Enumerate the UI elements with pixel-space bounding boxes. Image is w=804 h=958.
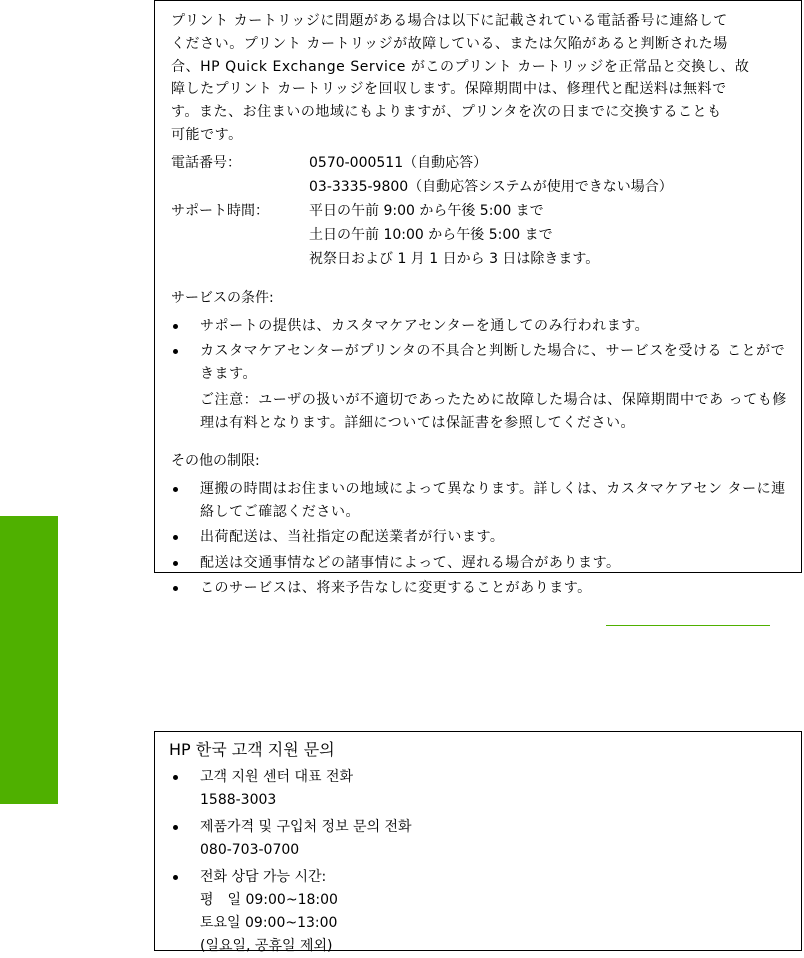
hours-row — [171, 199, 787, 223]
intro-line: 可能です。 — [171, 126, 243, 143]
phone-number-1: 0570-000511（自動応答） — [309, 154, 488, 171]
list-item: 運搬の時間はお住まいの地域によって異なります。詳しくは、カスタマケアセン ターに連絡してご確認ください。 — [171, 478, 787, 523]
hours-weekday: 平日の午前 9:00 から午後 5:00 まで — [309, 202, 544, 219]
phone-number-2: 03-3335-9800（自動応答システムが使用できない場合） — [309, 178, 673, 195]
intro-line: ください。プリント カートリッジが故障している、または欠陥があると判断された場 — [171, 35, 728, 52]
japan-support-box — [154, 0, 802, 597]
hours-weekday: 평 일 09:00~18:00 — [200, 892, 338, 908]
list-item: 配送は交通事情などの諸事情によって、遅れる場合があります。 — [171, 552, 787, 575]
hours-label: 전화 상담 가능 시간: — [200, 869, 327, 885]
list-item — [169, 866, 787, 958]
list-item: サポートの提供は、カスタマケアセンターを通してのみ行われます。 — [171, 315, 787, 338]
list-item: 出荷配送は、当社指定の配送業者が行います。 — [171, 526, 787, 549]
conditions-list — [171, 315, 787, 386]
korea-support-list — [169, 766, 787, 958]
hours-holidays: 祝祭日および 1 月 1 日から 3 日は除きます。 — [309, 250, 600, 267]
phone-row-2 — [171, 175, 787, 199]
hours-saturday: 토요일 09:00~13:00 — [200, 915, 338, 931]
intro-line: プリント カートリッジに問題がある場合は以下に記載されている電話番号に連絡して — [171, 13, 728, 29]
conditions-title: サービスの条件: — [171, 289, 274, 306]
limits-list — [171, 478, 787, 600]
list-item — [169, 766, 787, 812]
korea-support-title: HP 한국 고객 지원 문의 — [169, 740, 335, 759]
green-divider — [606, 625, 770, 626]
korea-support-box — [154, 731, 802, 954]
intro-line: 合、HP Quick Exchange Service がこのプリント カートリッジを正常品と交換し、故 — [171, 58, 750, 75]
hours-weekend: 土日の午前 10:00 から午後 5:00 まで — [309, 226, 553, 243]
section-side-tab — [0, 516, 58, 804]
main-line-label: 고객 지원 센터 대표 전화 — [200, 769, 354, 785]
price-inquiry-number: 080-703-0700 — [200, 842, 300, 858]
hours-row-2 — [171, 223, 787, 247]
list-item: カスタマケアセンターがプリンタの不具合と判断した場合に、サービスを受ける ことができます。 — [171, 340, 787, 385]
limits-title: その他の制限: — [171, 453, 260, 470]
phone-label: 電話番号： — [171, 154, 241, 171]
intro-line: す。また、お住まいの地域にもよりますが、プリンタを次の日までに交換することも — [171, 104, 722, 121]
list-item: このサービスは、将来予告なしに変更することがあります。 — [171, 577, 787, 600]
caution-note: ご注意：ユーザの扱いが不適切であったために故障した場合は、保障期間中であ っても修理は有料となります。詳細については保証書を参照してください。 — [200, 392, 787, 431]
hours-exclusion-note: (일요일, 공휴일 제외) — [200, 938, 333, 954]
price-inquiry-label: 제품가격 및 구입처 정보 문의 전화 — [200, 819, 412, 835]
intro-paragraph — [171, 10, 787, 147]
main-line-number: 1588-3003 — [200, 792, 277, 808]
hours-label: サポート時間： — [171, 202, 269, 219]
hours-row-3 — [171, 247, 787, 271]
intro-line: 障したプリント カートリッジを回収します。保障期間中は、修理代と配送料は無料で — [171, 81, 727, 98]
phone-row — [171, 151, 787, 175]
list-item — [169, 816, 787, 862]
